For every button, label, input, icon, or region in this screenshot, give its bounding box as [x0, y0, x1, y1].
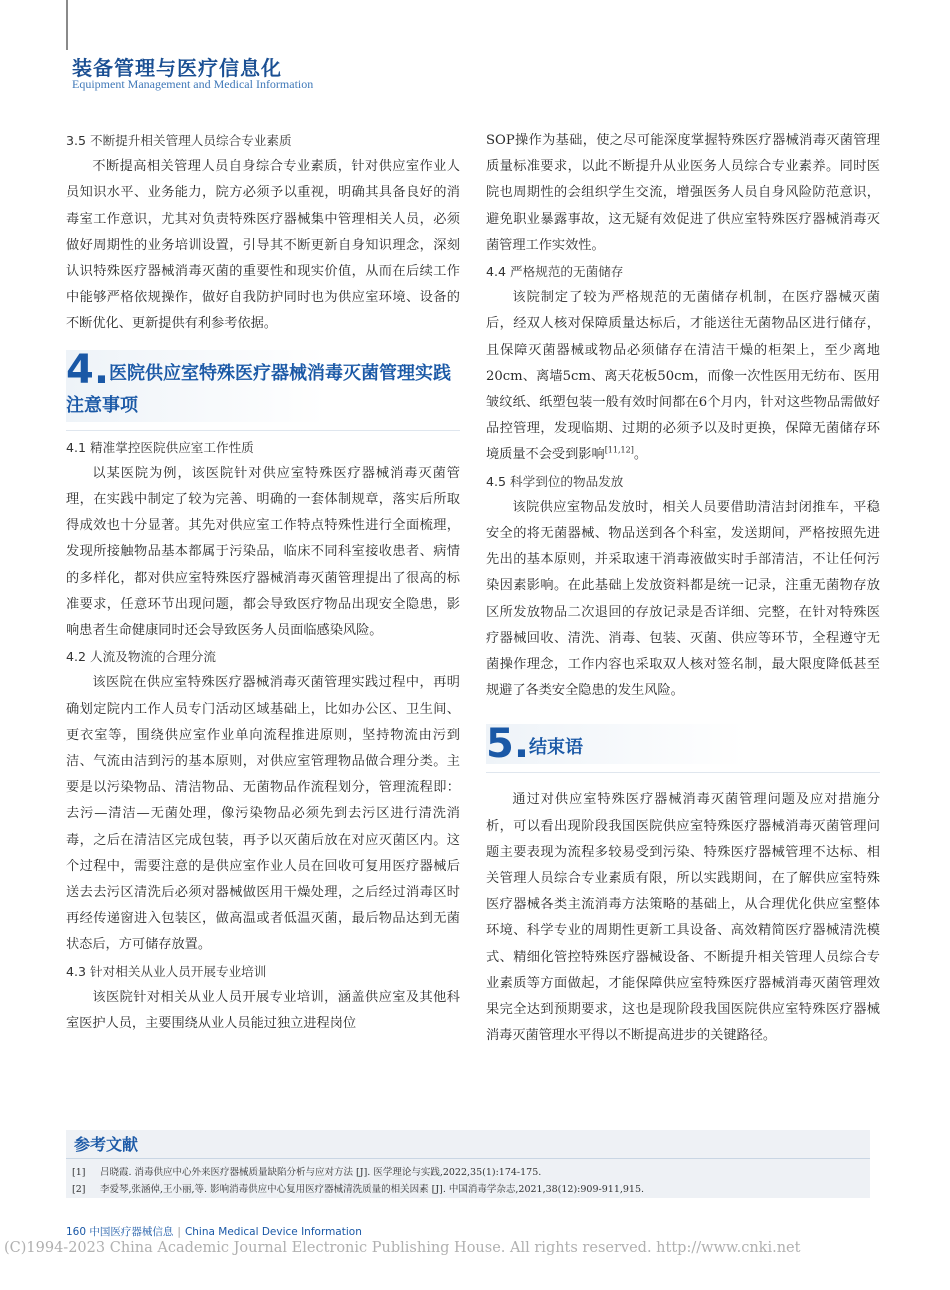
section-heading-4 — [66, 342, 460, 431]
section-number: 5. — [486, 721, 530, 768]
citation: [11,12] — [604, 446, 634, 456]
paragraph: 该医院针对相关从业人员开展专业培训，涵盖供应室及其他科室医护人员，主要围绕从业人员能过独立进程岗位 — [66, 989, 460, 1032]
section-header-title: 装备管理与医疗信息化 — [72, 56, 282, 80]
paragraph: 不断提高相关管理人员自身综合专业素质，针对供应室作业人员知识水平、业务能力，院方必须予以重视，明确其具备良好的消毒室工作意识，尤其对负责特殊医疗器械集中管理相关人员，必须做好周期性的业务培训设置，引导其不断更新自身知识理念，深刻认识特殊医疗器械消毒灭菌的重要性和现实价值，从而在后续工作中能够严格依规操作，做好自我防护同时也为供应室环境、设备的不断优化、更新提供有利参考依据。 — [66, 159, 460, 332]
paragraph: SOP操作为基础，使之尽可能深度掌握特殊医疗器械消毒灭菌管理质量标准要求，以此不断提升从业医务人员综合专业素养。同时医院也周期性的会组织学生交流，增强医务人员自身风险防范意识，避免职业暴露事故，这无疑有效促进了供应室特殊医疗器械消毒灭菌管理工作实效性。 — [486, 133, 880, 253]
subsection-heading-4-2: 4.2 人流及物流的合理分流 — [66, 649, 216, 665]
paragraph: 该院供应室物品发放时，相关人员要借助清洁封闭推车，平稳安全的将无菌器械、物品送到各个科室，发送期间，严格按照先进先出的基本原则，并采取速干消毒液做实时手部清洁，不让任何污染因素影响。在此基础上发放资料都是统一记录，注重无菌物存放区所发放物品二次退回的存放记录是否详细、完整，在针对特殊医疗器械回收、清洗、消毒、包装、灭菌、供应等环节，全程遵守无菌操作理念，工作内容也采取双人核对签名制，最大限度降低甚至规避了各类安全隐患的发生风险。 — [486, 499, 880, 699]
journal-name-en: China Medical Device Information — [184, 1226, 362, 1238]
left-column — [66, 128, 460, 1037]
page-number: 160 — [66, 1226, 87, 1238]
subsection-heading-4-3: 4.3 针对相关从业人员开展专业培训 — [66, 963, 267, 979]
subsection-heading-4-5: 4.5 科学到位的物品发放 — [486, 473, 624, 489]
subsection-heading-3-5: 3.5 不断提升相关管理人员综合专业素质 — [66, 133, 292, 148]
section-header-subtitle: Equipment Management and Medical Information — [72, 77, 314, 91]
paragraph: 通过对供应室特殊医疗器械消毒灭菌管理问题及应对措施分析，可以看出现阶段我国医院供应室特殊医疗器械消毒灭菌管理问题主要表现为流程多较易受到污染、特殊医疗器械管理不达标、相关管理人员综合专业素质有限，所以实践期间，在了解供应室特殊医疗器械各类主流消毒方法策略的基础上，从合理优化供应室整体环境、科学专业的周期性更新工具设备、高效精简医疗器械清洗模式、精细化管控特殊医疗器械设备、不断提升相关管理人员综合专业素质等方面做起，才能保障供应室特殊医疗器械消毒灭菌管理效果完全达到预期要求，这也是现阶段我国医院供应室特殊医疗器械消毒灭菌管理水平得以不断提高进步的关键路径。 — [486, 792, 880, 1044]
page-footer: 160 中国医疗器械信息 | China Medical Device Information — [66, 1226, 362, 1238]
paragraph: 该医院在供应室特殊医疗器械消毒灭菌管理实践过程中，再明确划定院内工作人员专门活动区域基础上，比如办公区、卫生间、更衣室等，围绕供应室作业单向流程推进原则，坚持物流由污到洁、气流由洁到污的基本原则，对供应室管理物品做合理分类。主要是以污染物品、清洁物品、无菌物品作流程划分，管理流程即：去污—清洁—无菌处理，像污染物品必须先到去污区进行清洗消毒，之后在清洁区完成包装，再予以灭菌后放在对应灭菌区内。这个过程中，需要注意的是供应室作业人员在回收可复用医疗器械后送去去污区清洗后必须对器械做医用干燥处理，之后经过消毒区时再经传递窗进入包装区，做高温或者低温灭菌，最后物品达到无菌状态后，方可储存放置。 — [66, 675, 460, 953]
section-number: 4. — [66, 346, 110, 393]
right-column — [486, 128, 880, 1050]
references-box — [66, 1130, 870, 1198]
references-title: 参考文献 — [74, 1135, 139, 1154]
reference-item: [1] 吕晓霞. 消毒供应中心外来医疗器械质量缺陷分析与应对方法 [J]. 医学理论与实践,2022,35(1):174-175. — [72, 1167, 542, 1178]
header-rule — [66, 0, 68, 50]
paragraph: 以某医院为例，该医院针对供应室特殊医疗器械消毒灭菌管理，在实践中制定了较为完善、明确的一套体制规章，落实后所取得成效也十分显著。其先对供应室工作特点特殊性进行全面梳理，发现所接触物品基本都属于污染品，临床不同科室接收患者、病情的多样化，都对供应室特殊医疗器械消毒灭菌管理提出了很高的标准要求，任意环节出现问题，都会导致医疗物品出现安全隐患，影响患者生命健康同时还会导致医务人员面临感染风险。 — [66, 465, 460, 639]
copyright-notice: (C)1994-2023 China Academic Journal Electronic Publishing House. All rights reserved. http://www.cnki.net — [4, 1240, 801, 1256]
subsection-heading-4-4: 4.4 严格规范的无菌储存 — [486, 264, 624, 280]
paragraph: 该院制定了较为严格规范的无菌储存机制，在医疗器械灭菌后，经双人核对保障质量达标后，才能送往无菌物品区进行储存，且保障灭菌器械或物品必须储存在清洁干燥的柜架上，至少离地20cm、离墙5cm、离天花板50cm，而像一次性医用无纺布、医用皱纹纸、纸塑包装一般有效时间都在6个月内，针对这些物品需做好品控管理，发现临期、过期的必须予以及时更换，保障无菌储存环境质量不会受到影响[11,12]。 — [486, 290, 880, 463]
reference-item: [2] 李爱琴,张涵倬,王小丽,等. 影响消毒供应中心复用医疗器械清洗质量的相关因素 [J]. 中国消毒学杂志,2021,38(12):909-911,915. — [72, 1184, 645, 1195]
subsection-heading-4-1: 4.1 精准掌控医院供应室工作性质 — [66, 439, 254, 455]
section-title: 结束语 — [529, 737, 584, 759]
journal-name-cn: 中国医疗器械信息 — [89, 1226, 174, 1238]
section-heading-5 — [486, 716, 880, 773]
section-title: 医院供应室特殊医疗器械消毒灭菌管理实践注意事项 — [66, 362, 452, 416]
